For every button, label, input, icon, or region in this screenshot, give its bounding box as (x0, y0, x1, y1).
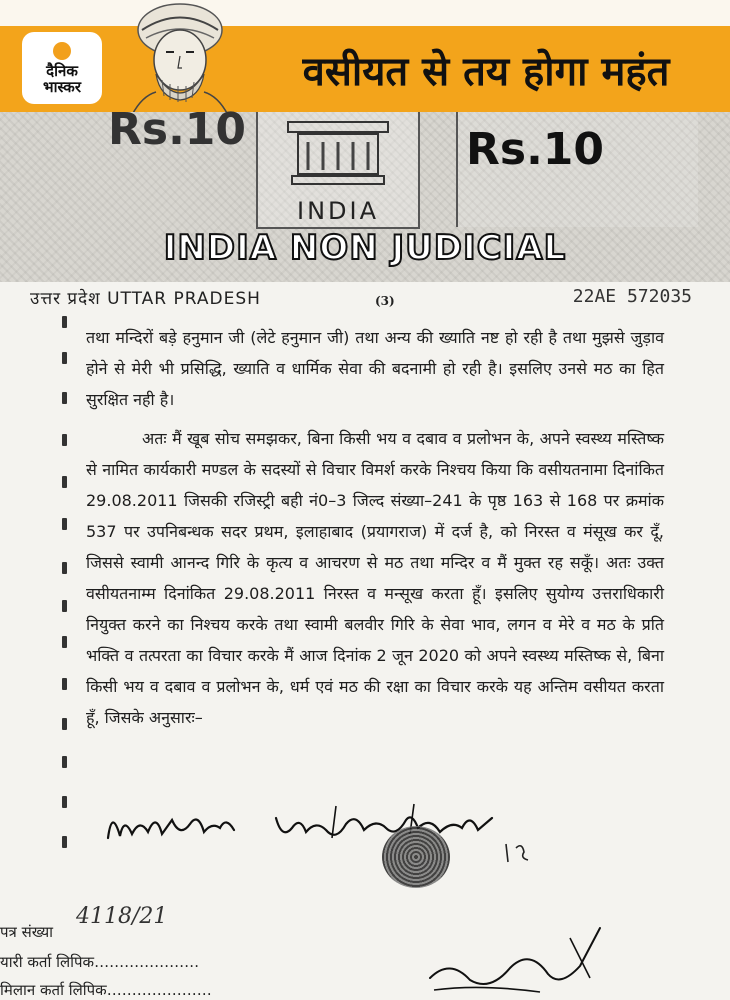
page-number: (3) (375, 294, 395, 308)
stamp-emblem-panel (256, 112, 420, 229)
register-line-3: मिलान कर्ता लिपिक………………… (0, 981, 212, 999)
signature-icon (100, 798, 520, 858)
stamp-right-value: Rs.10 (466, 124, 605, 175)
stamp-left-panel (0, 104, 250, 222)
registry-block (0, 904, 300, 1000)
stamp-right-panel (456, 112, 698, 227)
official-signature-icon (420, 918, 630, 1000)
thumb-impression (382, 826, 450, 888)
sun-icon (53, 42, 71, 60)
stamp-serial: 22AE 572035 (572, 286, 692, 307)
will-body (86, 322, 664, 741)
stamp-left-value: Rs.10 (108, 104, 247, 155)
paragraph-1: तथा मन्दिरों बड़े हनुमान जी (लेटे हनुमान जी) तथा अन्य की ख्याति नष्ट हो रही है तथा मुझसे जुड़ाव होने से मेरी भी प्रसिद्धि, ख्याति व धार्मिक सेवा की बदनामी हो रही है। इसलिए उनसे मठ का हित सुरक्षित नही है। (86, 328, 664, 409)
state-label: उत्तर प्रदेश UTTAR PRADESH (30, 289, 261, 309)
register-number-label: पत्र संख्या (0, 923, 54, 941)
emblem-icon (258, 112, 418, 192)
margin-marks (62, 310, 76, 850)
stamp-band (0, 224, 730, 272)
logo-line1: दैनिक (46, 61, 78, 80)
news-banner (0, 0, 730, 115)
register-line-2: यारी कर्ता लिपिक………………… (0, 953, 200, 971)
logo-line2: भास्कर (43, 77, 81, 96)
headline: वसीयत से तय होगा महंत (302, 48, 670, 95)
portrait-icon (112, 0, 247, 115)
stamp-paper (0, 104, 730, 282)
stamp-band-text: INDIA NON JUDICIAL (163, 228, 567, 268)
portrait-sketch (112, 0, 247, 115)
stamp-india-label: INDIA (296, 197, 379, 225)
dainik-bhaskar-logo (22, 32, 102, 104)
document-meta (30, 286, 710, 316)
initial-mark-icon (500, 838, 540, 868)
register-number-value: 4118/21 (76, 904, 168, 929)
paragraph-2: अतः मैं खूब सोच समझकर, बिना किसी भय व दबाव व प्रलोभन के, अपने स्वस्थ्य मस्तिष्क से नामित कार्यकारी मण्डल के सदस्यों से विचार विमर्श करके निश्चय किया कि वसीयतनामा दिनांकित 29.08.2011 जिसकी रजिस्ट्री बही नं0–3 जिल्द संख्या–241 के पृष्ठ 163 से 168 पर क्रमांक 537 पर उपनिबन्धक सदर प्रथम, इलाहाबाद (प्रयागराज) में दर्ज है, को निरस्त व मंसूख कर दूँ, जिससे स्वामी आनन्द गिरि के कृत्य व आचरण से मठ तथा मन्दिर व मैं मुक्त रह सकूँ। अतः उक्त वसीयतनाम्म दिनांकित 29.08.2011 निरस्त व मन्सूख करता हूँ। इसलिए सुयोग्य उत्तराधिकारी नियुक्त करने का निश्चय करके तथा स्वामी बलवीर गिरि के सेवा भाव, लगन व मेरे व मठ के प्रति भक्ति व तत्परता का विचार करके मैं आज दिनांक 2 जून 2020 को अपने स्वस्थ्य मस्तिष्क से, बिना किसी भय व दबाव व प्रलोभन के, धर्म एवं मठ की रक्षा का विचार करके यह अन्तिम वसीयत करता हूँ, जिसके अनुसारः– (86, 429, 664, 727)
